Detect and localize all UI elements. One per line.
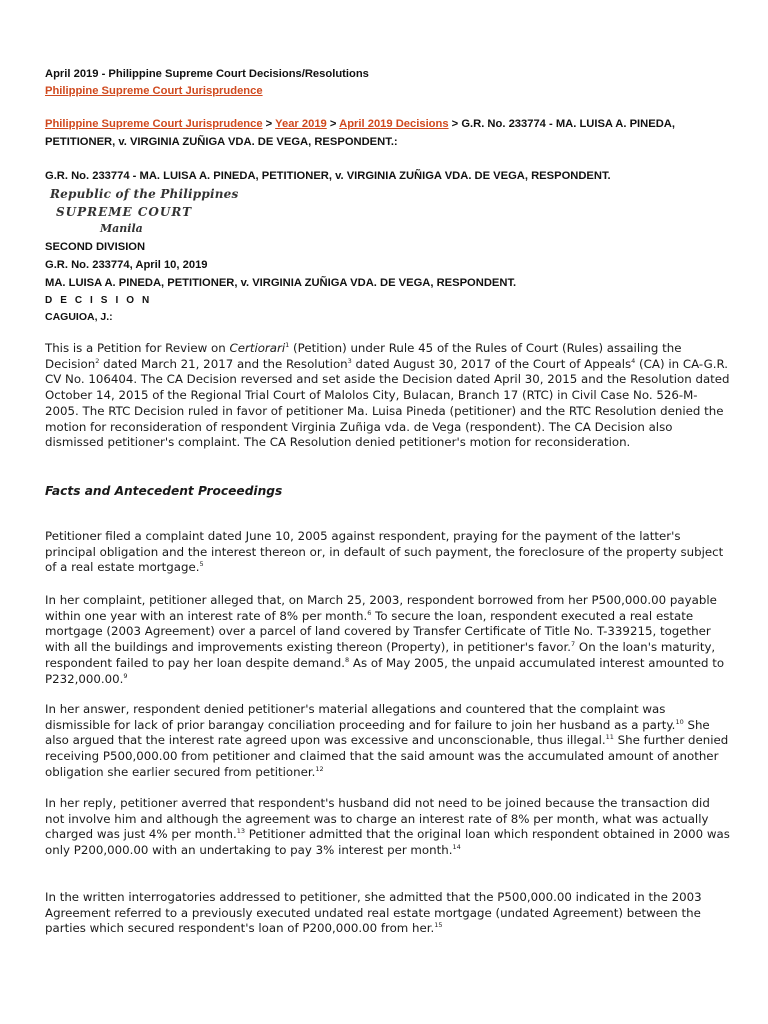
paragraph-6: In the written interrogatories addressed to petitioner, she admitted that the P500,000.00 indicated in the 2003 Agreement referred to a previously executed undated real estate mortgage (undated Agreement) between the parties which secured respondent's loan of P200,000.00 from her.$^{15}$ — [45, 890, 702, 936]
footnote-ref[interactable]: 6 — [367, 608, 372, 617]
paragraph-2: Petitioner filed a complaint dated June 10, 2005 against respondent, praying for the payment of the latter's principal obligation and the interest thereon or, in default of such payment, the foreclosure of the property subject of a real estate mortgage.$^5$ — [45, 529, 724, 575]
footnote-ref[interactable]: 3 — [347, 356, 352, 365]
case-number-date: G.R. No. 233774, April 10, 2019 — [45, 259, 208, 271]
paragraph-3: In her complaint, petitioner alleged that, on March 25, 2003, respondent borrowed from her P500,000.00 payable within one year with an interest rate of 8% per month.$^6$ To secure the loan, respondent executed a real estate mortgage (2003 Agreement) over a parcel of land covered by Transfer Certificate of Title No. T-339215, together with all the buildings and improvements existing thereon (Property), in petitioner's favor.$^7$ On the loan's maturity, respondent failed to pay her loan despite demand.$^8$ As of May 2005, the unpaid accumulated interest amounted to P232,000.00.$^9$ — [45, 593, 725, 686]
breadcrumb-year[interactable]: Year 2019 — [275, 118, 327, 130]
breadcrumb-separator: > — [326, 118, 340, 130]
breadcrumb-jurisprudence[interactable]: Philippine Supreme Court Jurisprudence — [45, 118, 263, 130]
seal-supreme-court: SUPREME COURT — [56, 205, 193, 219]
footnote-ref[interactable]: 9 — [123, 671, 128, 680]
breadcrumb-current-continued: PETITIONER, v. VIRGINIA ZUÑIGA VDA. DE VEGA, RESPONDENT.: — [45, 136, 398, 148]
footnote-ref[interactable]: 1 — [285, 341, 290, 350]
footnote-ref[interactable]: 8 — [345, 655, 350, 664]
certiorari-term: Certiorari — [229, 341, 286, 355]
case-heading: G.R. No. 233774 - MA. LUISA A. PINEDA, PETITIONER, v. VIRGINIA ZUÑIGA VDA. DE VEGA, RESPONDENT. — [45, 170, 611, 182]
case-parties: MA. LUISA A. PINEDA, PETITIONER, v. VIRGINIA ZUÑIGA VDA. DE VEGA, RESPONDENT. — [45, 277, 517, 289]
paragraph-5: In her reply, petitioner averred that respondent's husband did not need to be joined because the transaction did not involve him and although the agreement was to charge an interest rate of 8% per month, what was actually charged was just 4% per month.$^{13}$ Petitioner admitted that the original loan which respondent obtained in 2000 was only P200,000.00 with an undertaking to pay 3% interest per month.$^{14}$ — [45, 796, 730, 858]
ponente: CAGUIOA, J.: — [45, 311, 113, 323]
footnote-ref[interactable]: 10 — [675, 717, 684, 726]
breadcrumb-current: G.R. No. 233774 - MA. LUISA A. PINEDA, — [461, 118, 675, 130]
paragraph-1: This is a Petition for Review on Certiorari$^1$ (Petition) under Rule 45 of the Rules of Court (Rules) assailing the Decision$^2$ dated March 21, 2017 and the Resolution$^3$ dated August 30, 2017 of the Court of Appeals$^4$ (CA) in CA-G.R. CV No. 106404. The CA Decision reversed and set aside the Decision dated April 30, 2015 and the Resolution dated October 14, 2015 of the Regional Trial Court of Malolos City, Bulacan, Branch 17 (RTC) in Civil Case No. 526-M-2005. The RTC Decision ruled in favor of petitioner Ma. Luisa Pineda (petitioner) and the RTC Resolution denied the motion for reconsideration of respondent Virginia Zuñiga vda. de Vega (respondent). The CA Decision also dismissed petitioner's complaint. The CA Resolution denied petitioner's motion for reconsideration. — [45, 341, 730, 450]
footnote-ref[interactable]: 14 — [452, 843, 461, 852]
jurisprudence-link[interactable] — [45, 82, 735, 100]
breadcrumb-separator: > — [448, 118, 462, 130]
decision-label: D E C I S I O N — [45, 295, 152, 306]
footnote-ref[interactable]: 7 — [571, 640, 576, 649]
footnote-ref[interactable]: 4 — [631, 356, 636, 365]
seal-manila: Manila — [100, 222, 143, 235]
breadcrumb — [45, 115, 735, 133]
archive-title: April 2019 - Philippine Supreme Court Decisions/Resolutions — [45, 68, 369, 80]
footnote-ref[interactable]: 5 — [199, 560, 204, 569]
footnote-ref[interactable]: 15 — [434, 921, 443, 930]
breadcrumb-separator: > — [262, 118, 276, 130]
breadcrumb-month[interactable]: April 2019 Decisions — [339, 118, 449, 130]
seal-republic: Republic of the Philippines — [50, 187, 239, 201]
footnote-ref[interactable]: 13 — [236, 827, 245, 836]
footnote-ref[interactable]: 2 — [95, 356, 100, 365]
paragraph-4: In her answer, respondent denied petitioner's material allegations and countered that the complaint was dismissible for lack of prior barangay conciliation proceeding and for failure to join her husband as a party.$^{10}$ She also argued that the interest rate agreed upon was excessive and unconscionable, thus illegal.$^{11}$ She further denied receiving P500,000.00 from petitioner and claimed that the said amount was the accumulated amount of another obligation she earlier secured from petitioner.$^{12}$ — [45, 702, 729, 779]
section-heading: Facts and Antecedent Proceedings — [45, 484, 283, 498]
footnote-ref[interactable]: 11 — [605, 733, 614, 742]
footnote-ref[interactable]: 12 — [315, 764, 324, 773]
division: SECOND DIVISION — [45, 241, 146, 253]
jurisprudence-home-link[interactable]: Philippine Supreme Court Jurisprudence — [45, 85, 263, 97]
